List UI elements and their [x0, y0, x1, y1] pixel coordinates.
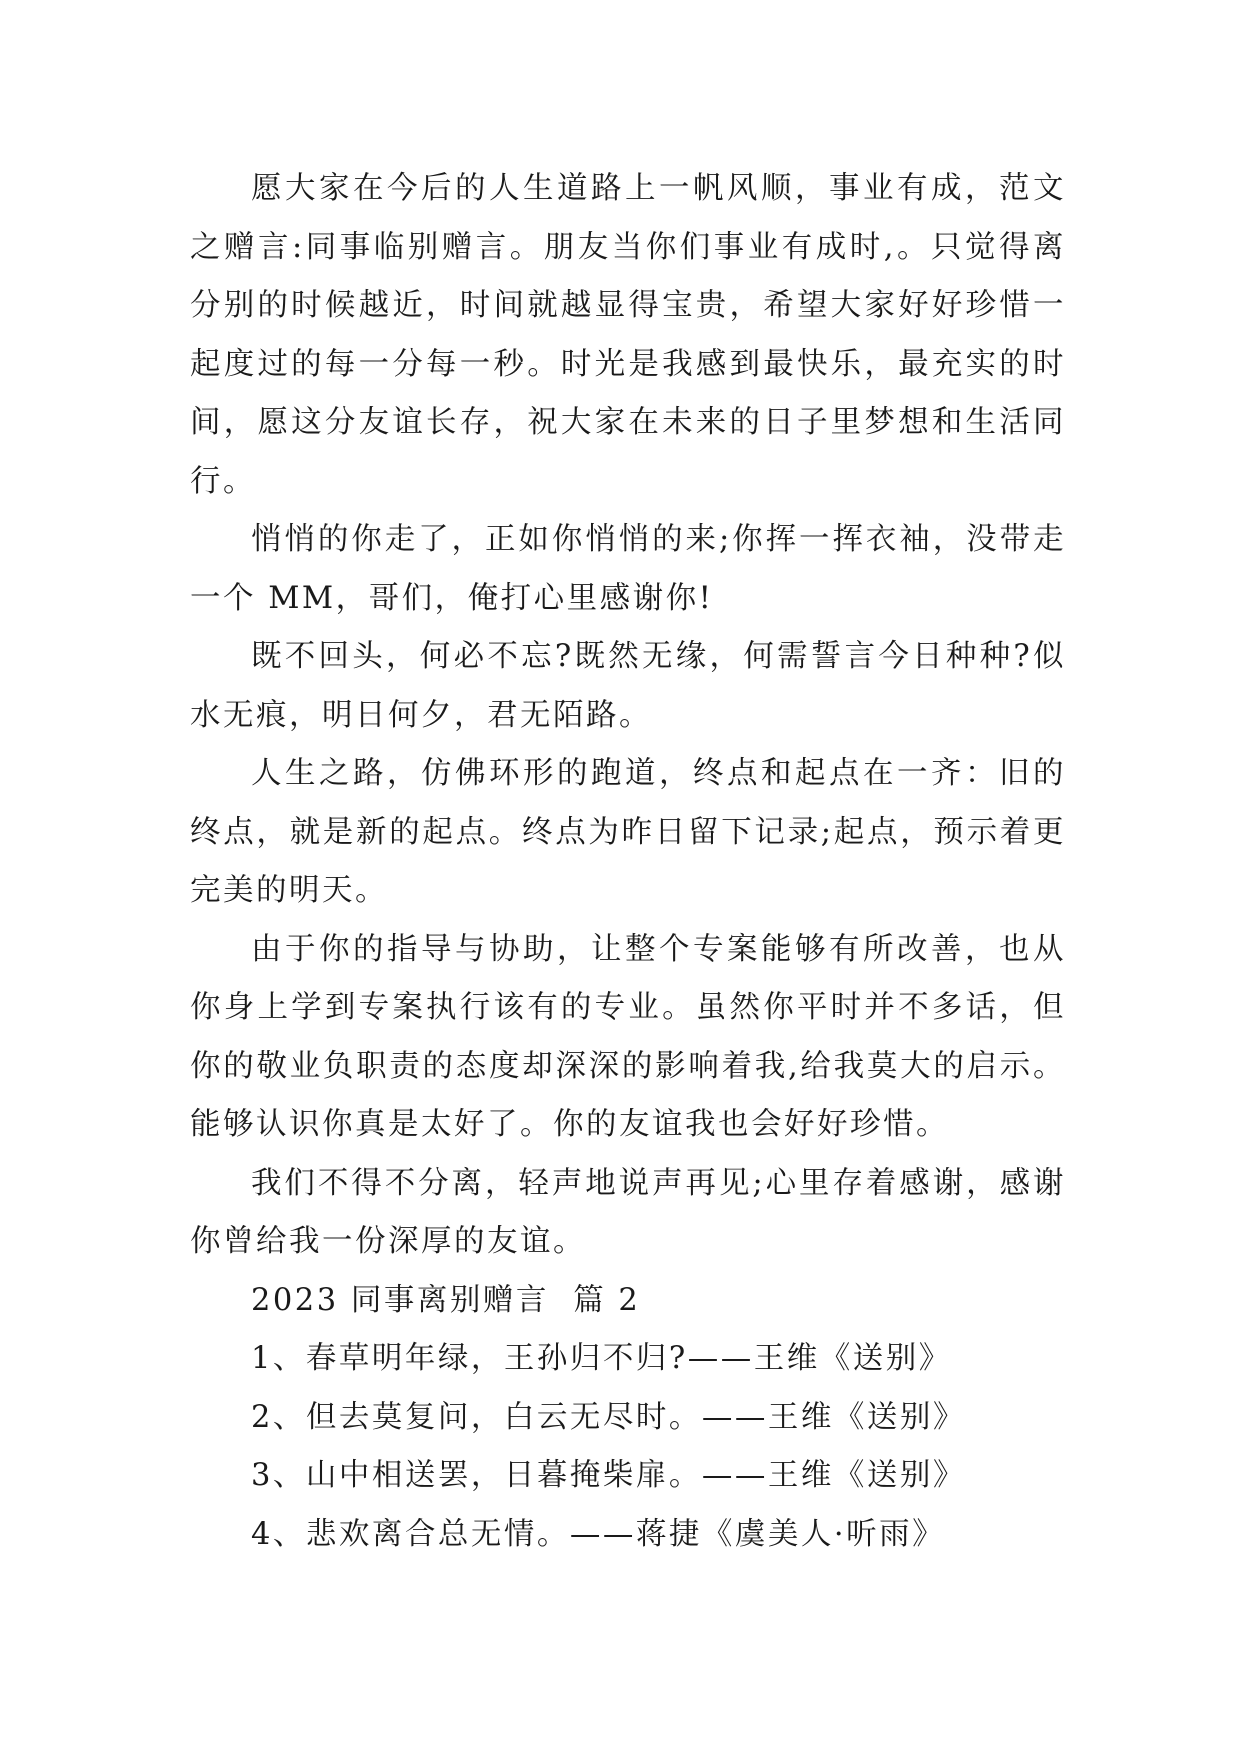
- quote-item: 4、悲欢离合总无情。——蒋捷《虞美人·听雨》: [251, 1516, 946, 1552]
- paragraph: 由于你的指导与协助，让整个专案能够有所改善，也从你身上学到专案执行该有的专业。虽然你平时并不多话，但你的敬业负职责的态度却深深的影响着我,给我莫大的启示。能够认识你真是太好了。你的友谊我也会好好珍惜。: [190, 931, 1066, 1142]
- paragraph: 悄悄的你走了，正如你悄悄的来;你挥一挥衣袖，没带走一个 MM，哥们，俺打心里感谢你!: [190, 522, 1066, 616]
- paragraph: 我们不得不分离，轻声地说声再见;心里存着感谢，感谢你曾给我一份深厚的友谊。: [190, 1165, 1066, 1259]
- quote-item: 1、春草明年绿，王孙归不归?——王维《送别》: [251, 1341, 952, 1376]
- quote-item: 3、山中相送罢，日暮掩柴扉。——王维《送别》: [251, 1458, 966, 1493]
- section-heading: 2023 同事离别赠言 篇 2: [251, 1282, 641, 1318]
- quote-item: 2、但去莫复问，白云无尽时。——王维《送别》: [251, 1399, 966, 1435]
- document-body: [190, 160, 1066, 1564]
- paragraph: 既不回头，何必不忘?既然无缘，何需誓言今日种种?似水无痕，明日何夕，君无陌路。: [190, 639, 1066, 733]
- paragraph: 愿大家在今后的人生道路上一帆风顺，事业有成，范文之赠言:同事临别赠言。朋友当你们事业有成时,。只觉得离分别的时候越近，时间就越显得宝贵，希望大家好好珍惜一起度过的每一分每一秒。时光是我感到最快乐，最充实的时间，愿这分友谊长存，祝大家在未来的日子里梦想和生活同行。: [190, 171, 1066, 499]
- paragraph: 人生之路，仿佛环形的跑道，终点和起点在一齐：旧的终点，就是新的起点。终点为昨日留下记录;起点，预示着更完美的明天。: [190, 756, 1066, 908]
